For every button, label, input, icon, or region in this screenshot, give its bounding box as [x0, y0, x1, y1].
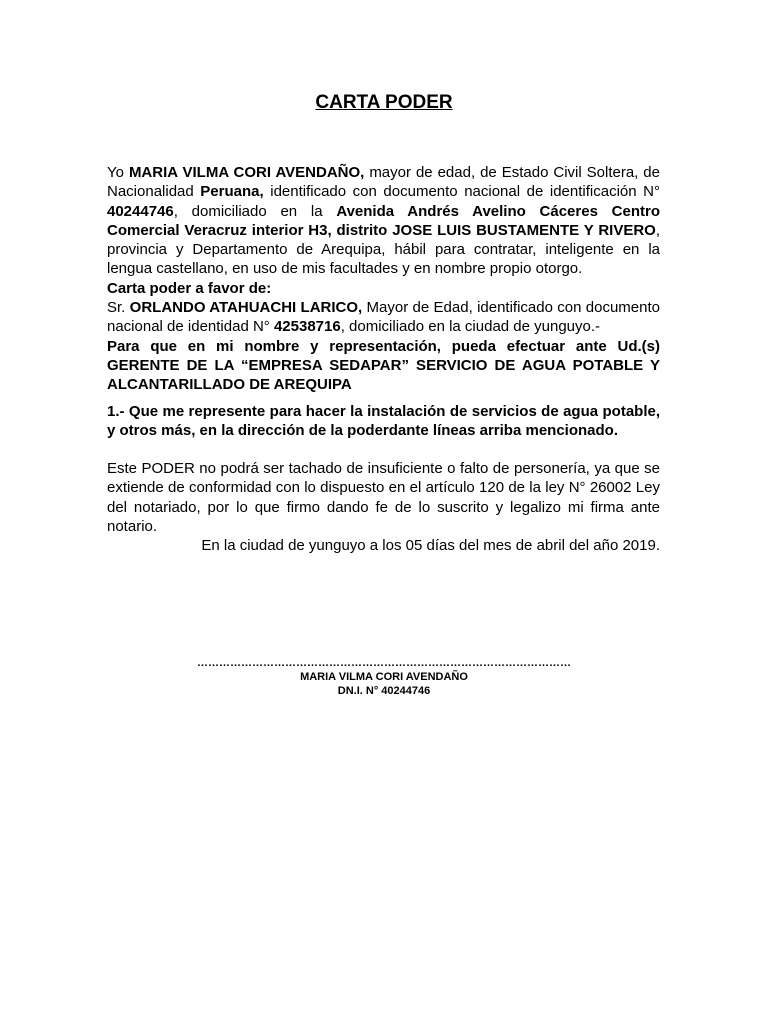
attorney-paragraph [107, 298, 660, 337]
signature-name: MARIA VILMA CORI AVENDAÑO [300, 671, 468, 683]
grantor-nationality: Peruana, [200, 183, 264, 201]
signature-line: ………………………………………………………………………………………… [197, 657, 571, 669]
attorney-dni: 42538716 [273, 318, 341, 336]
grantor-dni: 40244746 [107, 202, 174, 220]
purpose-text: Para que en mi nombre y representación, pueda efectuar ante Ud.(s) GERENTE DE LA “EMPRESA SEDAPAR” SERVICIO DE AGUA POTABLE Y ALCANTARILLADO DE AREQUIPA [107, 337, 660, 394]
attorney-text-3: , domiciliado en la ciudad de yunguyo.- [340, 318, 601, 336]
attorney-text-2: Mayor de Edad, identificado con documento nacional de identidad N° [107, 299, 661, 336]
clause-1-text: 1.- Que me represente para hacer la instalación de servicios de agua potable, y otros más, en la dirección de la poderdante líneas arriba mencionado. [107, 402, 660, 439]
grantor-address: Avenida Andrés Avelino Cáceres Centro Comercial Veracruz interior H3, distrito JOSE LUIS BUSTAMENTE Y RIVERO [107, 202, 660, 239]
signature-dni: DN.I. N° 40244746 [337, 685, 431, 697]
document-body [107, 163, 660, 556]
document-title: CARTA PODER [315, 92, 453, 113]
grantor-name: MARIA VILMA CORI AVENDAÑO, [128, 164, 365, 181]
validity-paragraph: Este PODER no podrá ser tachado de insuficiente o falto de personería, ya que se extiende de conformidad con lo dispuesto en el artículo 120 de la ley N° 26002 Ley del notariado, por lo que firmo dando fe de lo suscrito y legalizo mi firma ante notario. [107, 460, 660, 536]
grantor-text-2: mayor de edad, de Estado Civil Soltera, de Nacionalidad [107, 164, 660, 201]
grantor-text-4: , domiciliado en la [173, 202, 337, 220]
favor-heading [107, 279, 660, 298]
grantor-text-5: , provincia y Departamento de Arequipa, hábil para contratar, inteligente en la lengua castellano, en uso de mis facultades y en nombre propio otorgo. [107, 221, 660, 278]
clause-1-paragraph [107, 402, 660, 441]
grantor-text-1: Yo [107, 164, 129, 181]
purpose-paragraph [107, 337, 660, 395]
attorney-name: ORLANDO ATAHUACHI LARICO, [129, 299, 363, 317]
signature-block [0, 656, 768, 698]
place-date-line: En la ciudad de yunguyo a los 05 días del mes de abril del año 2019. [201, 537, 660, 555]
grantor-paragraph [107, 163, 660, 279]
attorney-text-1: Sr. [107, 299, 130, 317]
grantor-text-3: identificado con documento nacional de identificación N° [263, 183, 660, 201]
favor-heading-text: Carta poder a favor de: [107, 279, 272, 297]
